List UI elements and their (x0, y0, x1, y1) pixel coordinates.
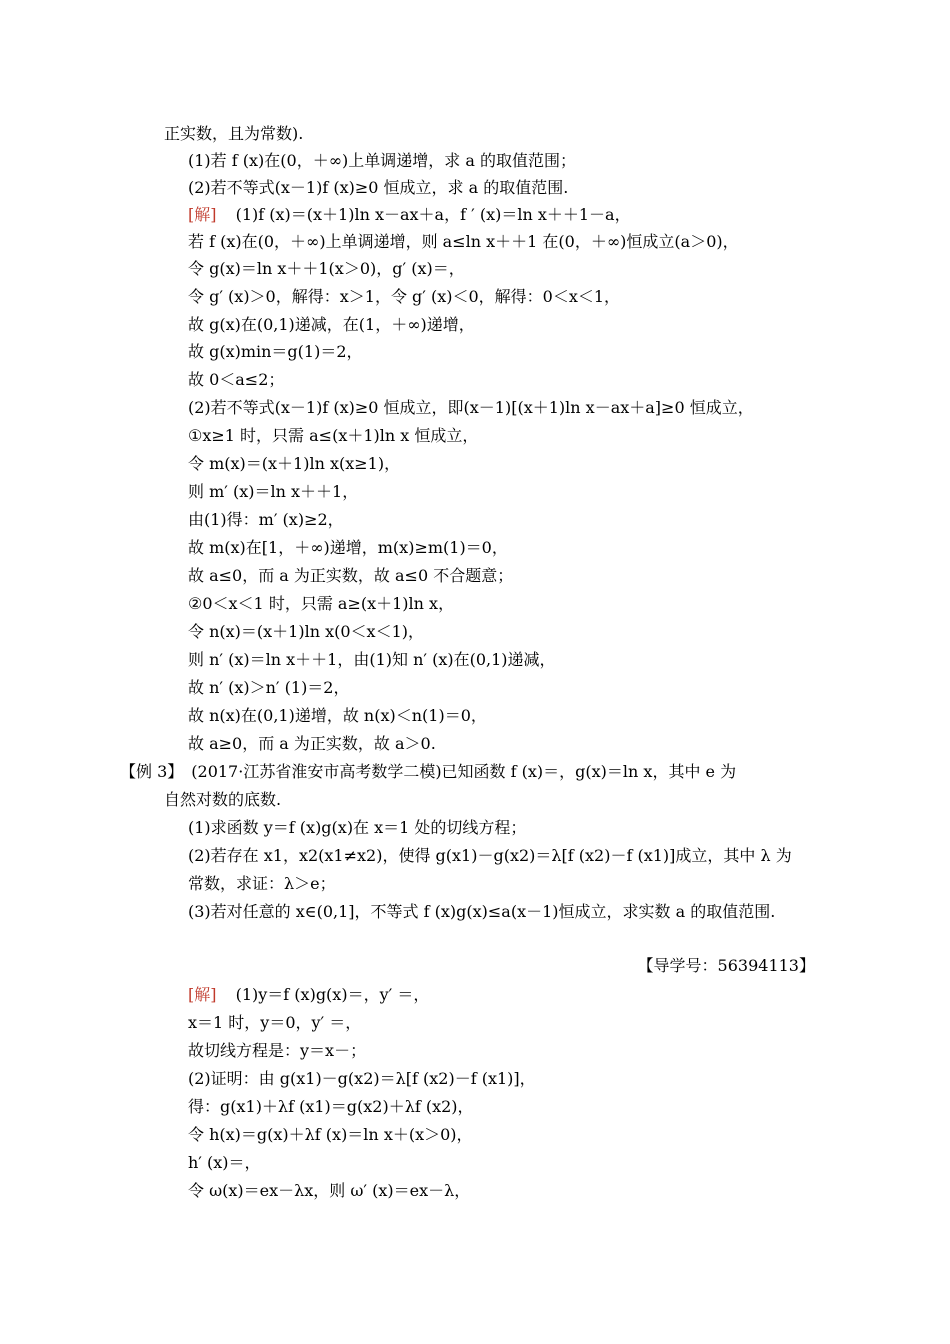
text-line: 令 m(x)＝(x＋1)ln x(x≥1)， (188, 454, 401, 473)
text-line: 得：g(x1)＋λf (x1)＝g(x2)＋λf (x2)， (188, 1097, 474, 1116)
reference-number: 【导学号：56394113】 (637, 956, 815, 975)
text-line: 故 n′ (x)＞n′ (1)＝2， (188, 678, 350, 697)
text-line: 故 g(x)在(0,1)递减，在(1，＋∞)递增， (188, 315, 475, 334)
text-line: 故 g(x)min＝g(1)＝2， (188, 342, 363, 361)
text-line: ①x≥1 时，只需 a≤(x＋1)ln x 恒成立， (188, 426, 479, 445)
solution-text: (1)y＝f (x)g(x)＝，y′ ＝， (235, 985, 430, 1004)
text-line: 令 h(x)＝g(x)＋λf (x)＝ln x＋(x＞0)， (188, 1125, 473, 1144)
text-line: 自然对数的底数. (164, 790, 282, 809)
question-item: (1)求函数 y＝f (x)g(x)在 x＝1 处的切线方程； (188, 818, 527, 837)
solution-line (188, 205, 631, 225)
question-item: (2)若存在 x1，x2(x1≠x2)，使得 g(x1)－g(x2)＝λ[f (x2)－f (x1)]成立，其中 λ 为 (188, 846, 792, 865)
example-heading: 【例 3】 (2017·江苏省淮安市高考数学二模)已知函数 f (x)＝，g(x)＝ln x，其中 e 为 (120, 762, 737, 781)
text-line: 正实数，且为常数). (164, 124, 304, 143)
text-line: 则 m′ (x)＝ln x＋＋1， (188, 482, 359, 501)
text-line: x＝1 时，y＝0，y′ ＝， (188, 1013, 362, 1032)
text-line: 令 ω(x)＝ex－λx，则 ω′ (x)＝ex－λ， (188, 1181, 471, 1200)
text-line: (2)证明：由 g(x1)－g(x2)＝λ[f (x2)－f (x1)]， (188, 1069, 536, 1088)
text-line: 若 f (x)在(0，＋∞)上单调递增，则 a≤ln x＋＋1 在(0，＋∞)恒成立(a＞0)， (188, 232, 739, 251)
text-line: 故 m(x)在[1，＋∞)递增，m(x)≥m(1)＝0， (188, 538, 508, 557)
text-line: (2)若不等式(x－1)f (x)≥0 恒成立，即(x－1)[(x＋1)ln x－ax＋a]≥0 恒成立， (188, 398, 754, 417)
text-line: 令 g′ (x)＞0，解得：x＞1，令 g′ (x)＜0，解得：0＜x＜1， (188, 287, 621, 306)
solution-line (188, 985, 429, 1005)
text-line: 故 0＜a≤2； (188, 370, 285, 389)
solution-text: (1)f (x)＝(x＋1)ln x－ax＋a，f ′ (x)＝ln x＋＋1－a， (235, 205, 631, 224)
text-line: 令 g(x)＝ln x＋＋1(x＞0)，g′ (x)＝， (188, 259, 465, 278)
text-line: 令 n(x)＝(x＋1)ln x(0＜x＜1)， (188, 622, 424, 641)
text-line: 故 n(x)在(0,1)递增，故 n(x)＜n(1)＝0， (188, 706, 487, 725)
text-line: ②0＜x＜1 时，只需 a≥(x＋1)ln x， (188, 594, 455, 613)
question-item: (3)若对任意的 x∈(0,1]，不等式 f (x)g(x)≤a(x－1)恒成立，求实数 a 的取值范围. (188, 902, 776, 921)
text-line: h′ (x)＝， (188, 1153, 261, 1172)
text-line: 则 n′ (x)＝ln x＋＋1，由(1)知 n′ (x)在(0,1)递减， (188, 650, 556, 669)
text-line: (2)若不等式(x－1)f (x)≥0 恒成立，求 a 的取值范围. (188, 178, 569, 197)
text-line: 故 a≤0，而 a 为正实数，故 a≤0 不合题意； (188, 566, 514, 585)
question-item: 常数，求证：λ＞e； (188, 874, 336, 893)
text-line: 故 a≥0，而 a 为正实数，故 a＞0. (188, 734, 436, 753)
text-line: 故切线方程是：y＝x－； (188, 1041, 367, 1060)
solution-tag: [解] (188, 205, 217, 224)
text-line: 由(1)得：m′ (x)≥2， (188, 510, 344, 529)
text-line: (1)若 f (x)在(0，＋∞)上单调递增，求 a 的取值范围； (188, 151, 576, 170)
solution-tag: [解] (188, 985, 217, 1004)
